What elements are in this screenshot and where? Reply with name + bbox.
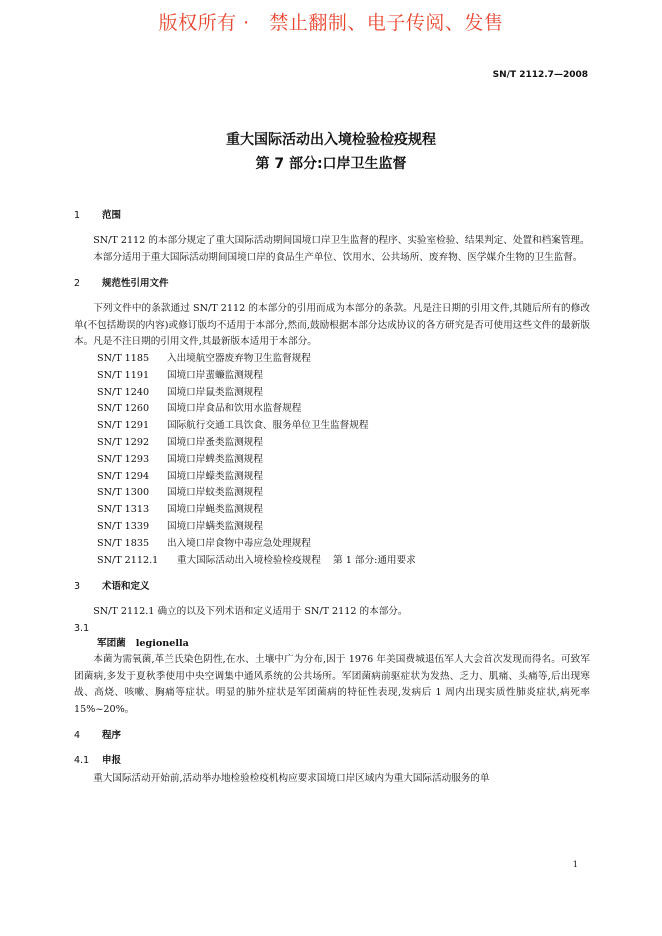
reference-code: SN/T 1260 — [97, 403, 150, 415]
section-4-heading — [74, 728, 590, 743]
reference-code: SN/T 1291 — [97, 420, 150, 432]
reference-item — [97, 418, 590, 435]
reference-item — [97, 519, 590, 536]
section-title: 术语和定义 — [102, 581, 150, 593]
reference-code: SN/T 1191 — [97, 369, 150, 381]
page-number: 1 — [572, 860, 578, 870]
reference-title: 国境口岸蝇类监测规程 — [167, 504, 263, 516]
reference-item — [97, 435, 590, 452]
document-subtitle: 第 7 部分:口岸卫生监督 — [255, 156, 407, 172]
reference-item — [97, 485, 590, 502]
reference-title: 国境口岸蚤类监测规程 — [167, 436, 263, 448]
term-english: legionella — [135, 637, 189, 649]
reference-title: 国境口岸螨类监测规程 — [167, 520, 263, 532]
section-number: 2 — [74, 278, 81, 290]
section-title: 程序 — [102, 730, 122, 742]
section-number: 1 — [74, 210, 81, 221]
section-title: 范围 — [102, 210, 122, 221]
term-definition: 本菌为需氧菌,革兰氏染色阴性,在水、土壤中广为分布,因于 1976 年美国费城退伍军人大会首次发现而得名。可致军团菌病,多发于夏秋季使用中央空调集中通风系统的公共场所。军团菌病前驱症状为发热、乏力、肌痛、头痛等,后出现寒战、高烧、咳嗽、胸痛等症状。明显的肺外症状是军团菌病的特征性表现,发病后 1 周内出现实质性肺炎症状,病死率 15%~20%。 — [74, 653, 590, 715]
section-1-paragraph-1: SN/T 2112 的本部分规定了重大国际活动期间国境口岸卫生监督的程序、实验室检验、结果判定、处置和档案管理。 — [93, 235, 590, 246]
section-3-heading — [74, 579, 590, 594]
reference-item — [97, 452, 590, 469]
section-2-paragraph-1: 下列文件中的条款通过 SN/T 2112 的本部分的引用而成为本部分的条款。凡是注日期的引用文件,其随后所有的修改单(不包括勘误的内容)或修订版均不适用于本部分,然而,鼓励根据本部分达成协议的各方研究是否可使用这些文件的最新版本。凡是不注日期的引用文件,其最新版本适用于本部分。 — [74, 303, 590, 348]
reference-title: 国境口岸蠓类监测规程 — [167, 470, 263, 482]
reference-item — [97, 536, 590, 553]
reference-code: SN/T 1240 — [97, 386, 150, 398]
section-2-heading — [74, 276, 590, 291]
term-chinese: 军团菌 — [97, 637, 126, 649]
document-number: SN/T 2112.7—2008 — [492, 70, 588, 80]
document-title: 重大国际活动出入境检验检疫规程 — [226, 132, 436, 148]
document-body — [74, 208, 590, 788]
reference-title: 国境口岸蜚蠊监测规程 — [167, 369, 263, 381]
reference-item — [97, 553, 590, 570]
reference-item — [97, 385, 590, 402]
section-number: 3 — [74, 581, 81, 593]
section-4-paragraph-1: 重大国际活动开始前,活动举办地检验检疫机构应要求国境口岸区域内为重大国际活动服务的单 — [93, 773, 490, 785]
reference-code: SN/T 2112.1 — [97, 554, 159, 566]
reference-code: SN/T 1339 — [97, 520, 150, 532]
reference-title: 重大国际活动出入境检验检疫规程 第 1 部分:通用要求 — [177, 554, 416, 566]
reference-code: SN/T 1835 — [97, 537, 150, 549]
section-1-heading — [74, 208, 590, 223]
watermark-banner: 版权所有 · 禁止翻制、电子传阅、发售 — [158, 12, 504, 34]
reference-item — [97, 401, 590, 418]
reference-code: SN/T 1185 — [97, 352, 150, 364]
subsection-3-1-number: 3.1 — [74, 622, 90, 634]
reference-title: 国境口岸食品和饮用水监督规程 — [167, 403, 302, 415]
subsection-number: 4.1 — [74, 755, 90, 767]
subsection-title: 申报 — [102, 755, 122, 767]
reference-code: SN/T 1313 — [97, 504, 150, 516]
section-title: 规范性引用文件 — [102, 278, 169, 290]
reference-item — [97, 469, 590, 486]
reference-item — [97, 502, 590, 519]
reference-code: SN/T 1293 — [97, 453, 150, 465]
reference-title: 国境口岸鼠类监测规程 — [167, 386, 263, 398]
reference-title: 入出境航空器废弃物卫生监督规程 — [167, 352, 311, 364]
reference-item — [97, 351, 590, 368]
reference-title: 国境口岸蜱类监测规程 — [167, 453, 263, 465]
subsection-4-1-heading — [74, 753, 590, 768]
reference-title: 国境口岸蚊类监测规程 — [167, 487, 263, 499]
reference-list — [74, 351, 590, 569]
reference-code: SN/T 1292 — [97, 436, 150, 448]
section-3-paragraph-1: SN/T 2112.1 确立的以及下列术语和定义适用于 SN/T 2112 的本部分。 — [93, 606, 408, 618]
term-entry — [97, 636, 590, 652]
reference-code: SN/T 1294 — [97, 470, 150, 482]
reference-item — [97, 368, 590, 385]
section-number: 4 — [74, 730, 81, 742]
section-1-paragraph-2: 本部分适用于重大国际活动期间国境口岸的食品生产单位、饮用水、公共场所、废弃物、医学媒介生物的卫生监督。 — [93, 251, 583, 263]
reference-title: 出入境口岸食物中毒应急处理规程 — [167, 537, 311, 549]
reference-code: SN/T 1300 — [97, 487, 150, 499]
reference-title: 国际航行交通工具饮食、服务单位卫生监督规程 — [167, 420, 369, 432]
